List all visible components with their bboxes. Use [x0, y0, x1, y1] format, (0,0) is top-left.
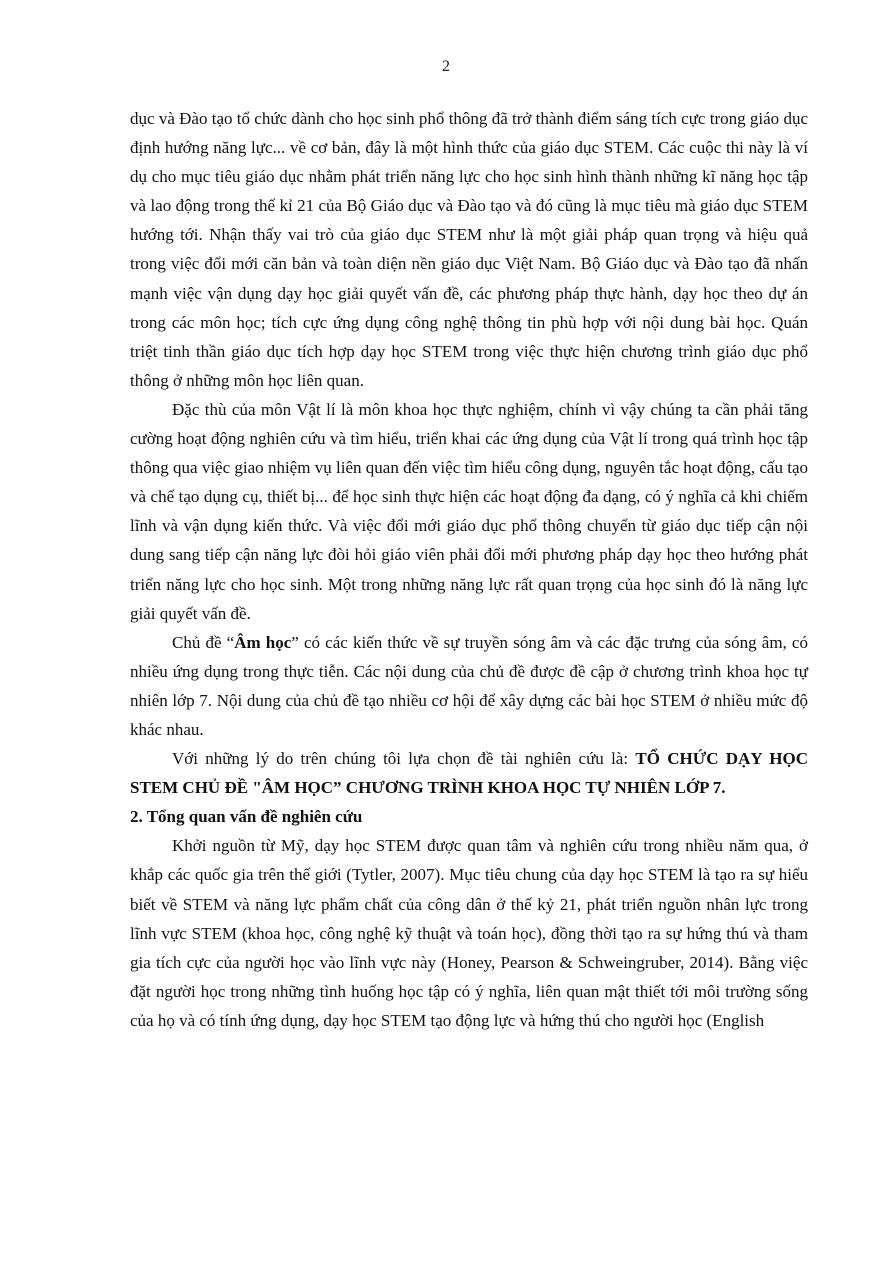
page-body [130, 104, 808, 1035]
page-number: 2 [442, 58, 450, 75]
text-span: ” có các kiến thức về sự truyền sóng âm và các đặc trưng của sóng âm, có nhiều ứng dụng trong thực tiễn. Các nội dung của chủ đề được đề cập ở chương trình khoa học tự nhiên lớp 7. Nội dung của chủ đề tạo nhiều cơ hội để xây dựng các bài học STEM ở nhiều mức độ khác nhau. [130, 632, 808, 739]
paragraph-continuation: dục và Đào tạo tổ chức dành cho học sinh phổ thông đã trở thành điểm sáng tích cực trong giáo dục định hướng năng lực... về cơ bản, đây là một hình thức của giáo dục STEM. Các cuộc thi này là ví dụ cho mục tiêu giáo dục nhằm phát triển năng lực cho học sinh hình thành những kĩ năng học tập và lao động trong thế kỉ 21 của Bộ Giáo dục và Đào tạo và đó cũng là mục tiêu mà giáo dục STEM hướng tới. Nhận thấy vai trò của giáo dục STEM như là một giải pháp quan trọng và hiệu quả trong việc đổi mới căn bản và toàn diện nền giáo dục Việt Nam. Bộ Giáo dục và Đào tạo đã nhấn mạnh việc vận dụng dạy học giải quyết vấn đề, các phương pháp thực hành, dạy học theo dự án trong các môn học; tích cực ứng dụng công nghệ thông tin phù hợp với nội dung bài học. Quán triệt tinh thần giáo dục tích hợp dạy học STEM trong việc thực hiện chương trình giáo dục phổ thông ở những môn học liên quan. [130, 109, 808, 390]
text-span: Với những lý do trên chúng tôi lựa chọn đề tài nghiên cứu là: [172, 749, 636, 769]
paragraph-acoustics-topic [130, 628, 808, 744]
research-title-bold: TỔ CHỨC DẠY HỌC STEM CHỦ ĐỀ "ÂM HỌC” CHƯƠNG TRÌNH KHOA HỌC TỰ NHIÊN LỚP 7. [130, 749, 808, 798]
paragraph-stem-overview: Khởi nguồn từ Mỹ, dạy học STEM được quan tâm và nghiên cứu trong nhiều năm qua, ở khắp các quốc gia trên thế giới (Tytler, 2007). Mục tiêu chung của dạy học STEM là tạo ra sự hiểu biết về STEM và năng lực phẩm chất của công dân ở thế kỷ 21, phát triển nguồn nhân lực trong lĩnh vực STEM (khoa học, công nghệ kỹ thuật và toán học), đồng thời tạo ra sự hứng thú và tham gia tích cực của người học vào lĩnh vực này (Honey, Pearson & Schweingruber, 2014). Bằng việc đặt người học trong những tình huống học tập có ý nghĩa, liên quan mật thiết tới môi trường sống của họ và có tính ứng dụng, dạy học STEM tạo động lực và hứng thú cho người học (English [130, 836, 808, 1030]
topic-name-bold: Âm học [234, 632, 292, 652]
paragraph-physics-specifics: Đặc thù của môn Vật lí là môn khoa học thực nghiệm, chính vì vậy chúng ta cần phải tăng cường hoạt động nghiên cứu và tìm hiểu, triển khai các ứng dụng của Vật lí trong quá trình học tập thông qua việc giao nhiệm vụ liên quan đến việc tìm hiểu công dụng, nguyên tắc hoạt động, cấu tạo và chế tạo dụng cụ, thiết bị... để học sinh thực hiện các hoạt động đa dạng, có ý nghĩa cả khi chiếm lĩnh và vận dụng kiến thức. Và việc đổi mới giáo dục phổ thông chuyển từ giáo dục tiếp cận nội dung sang tiếp cận năng lực đòi hỏi giáo viên phải đổi mới phương pháp dạy học theo hướng phát triển năng lực cho học sinh. Một trong những năng lực rất quan trọng của học sinh đó là năng lực giải quyết vấn đề. [130, 399, 808, 623]
text-span: Chủ đề “ [172, 632, 235, 652]
paragraph-research-title [130, 744, 808, 802]
section-heading: 2. Tổng quan vấn đề nghiên cứu [130, 807, 363, 827]
